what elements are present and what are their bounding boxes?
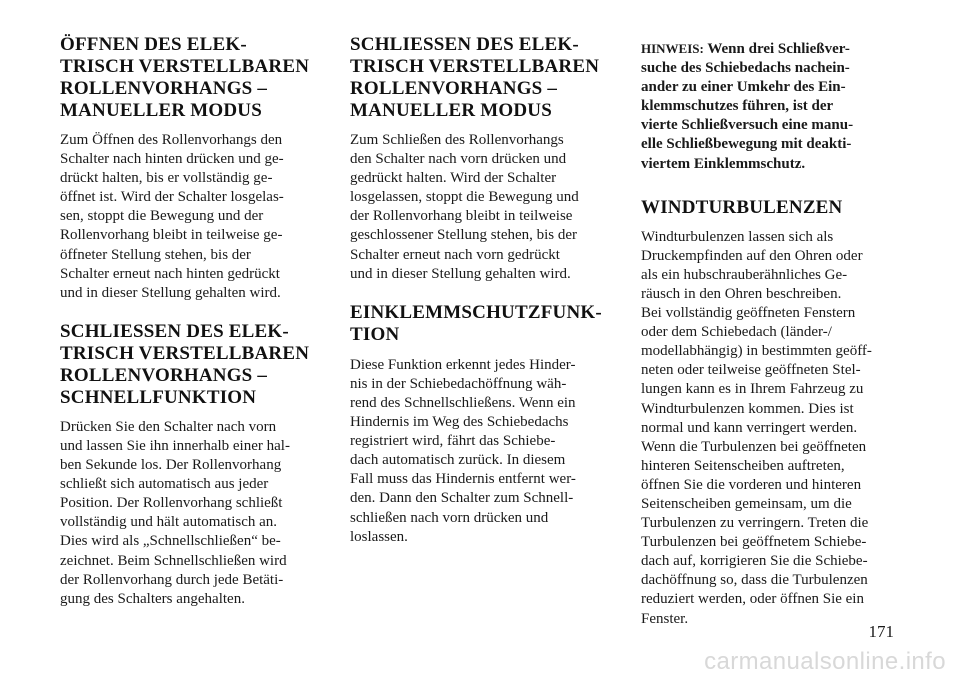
column-left xyxy=(60,0,310,609)
watermark: carmanualsonline.info xyxy=(704,648,946,675)
page-number: 171 xyxy=(868,622,894,641)
note-text: Wenn drei Schließver- suche des Schiebedachs nachein- ander zu einer Umkehr des Ein- klemmschutzes führen, ist der vierte Schließversuch eine manu- elle Schließbewegung mit deakti- viertem Einklemmschutz. xyxy=(641,41,854,172)
section-body-wind-buffeting: Windturbulenzen lassen sich als Druckempfinden auf den Ohren oder als ein hubschrauberähnliches Ge- räusch in den Ohren beschreiben. Bei vollständig geöffneten Fenstern oder dem Schiebedach (länder-/ modellabhängig) in bestimmten geöff- neten oder teilweise geöffneten Stel- lungen kann es in Ihrem Fahrzeug zu Windturbulenzen kommen. Dies ist normal und kann verringert werden. Wenn die Turbulenzen bei geöffneten hinteren Seitenscheiben auftreten, öffnen Sie die vorderen und hinteren Seitenscheiben gemeinsam, um die Turbulenzen zu verringern. Treten die Turbulenzen bei geöffnetem Schiebe- dach auf, korrigieren Sie die Schiebe- dachöffnung so, dass die Turbulenzen reduziert werden, oder öffnen Sie ein Fenster. xyxy=(641,228,872,627)
section-heading-pinch-protect: EINKLEMMSCHUTZFUNK- TION xyxy=(350,301,602,345)
note-label: HINWEIS: xyxy=(641,41,704,56)
section-heading-wind-buffeting: WINDTURBULENZEN xyxy=(641,196,843,218)
section-body-pinch-protect: Diese Funktion erkennt jedes Hinder- nis in der Schiebedachöffnung wäh- rend des Schnellschließens. Wenn ein Hindernis im Weg des Schiebedachs registriert wird, fährt das Schiebe- dach automatisch zurück. In diesem Fall muss das Hindernis entfernt wer- den. Dann den Schalter zum Schnell- schließen nach vorn drücken und loslassen. xyxy=(350,356,576,545)
section-heading-close-express: SCHLIESSEN DES ELEK- TRISCH VERSTELLBAREN ROLLENVORHANGS – SCHNELLFUNKTION xyxy=(60,320,310,408)
note-block xyxy=(641,39,891,174)
section-heading-close-manual: SCHLIESSEN DES ELEK- TRISCH VERSTELLBAREN ROLLENVORHANGS – MANUELLER MODUS xyxy=(350,34,600,121)
column-middle xyxy=(350,0,600,547)
section-heading-open-manual: ÖFFNEN DES ELEK- TRISCH VERSTELLBAREN ROLLENVORHANGS – MANUELLER MODUS xyxy=(60,34,310,121)
section-body-open-manual: Zum Öffnen des Rollenvorhangs den Schalter nach hinten drücken und ge- drückt halten, bis er vollständig ge- öffnet ist. Wird der Schalter losgelas- sen, stoppt die Bewegung und der Rollenvorhang bleibt in teilweise ge- öffneter Stellung stehen, bis der Schalter erneut nach hinten gedrückt und in dieser Stellung gehalten wird. xyxy=(60,132,284,301)
section-body-close-manual: Zum Schließen des Rollenvorhangs den Schalter nach vorn drücken und gedrückt halten. Wird der Schalter losgelassen, stoppt die Bewegung und der Rollenvorhang bleibt in teilweise geschlossener Stellung stehen, bis der Schalter erneut nach vorn gedrückt und in dieser Stellung gehalten wird. xyxy=(350,132,579,282)
column-right xyxy=(641,0,891,629)
section-body-close-express: Drücken Sie den Schalter nach vorn und lassen Sie ihn innerhalb einer hal- ben Sekunde los. Der Rollenvorhang schließt sich automatisch aus jeder Position. Der Rollenvorhang schließt vollständig und hält automatisch an. Dies wird als „Schnellschließen“ be- zeichnet. Beim Schnellschließen wird der Rollenvorhang durch jede Betäti- gung des Schalters angehalten. xyxy=(60,418,290,607)
